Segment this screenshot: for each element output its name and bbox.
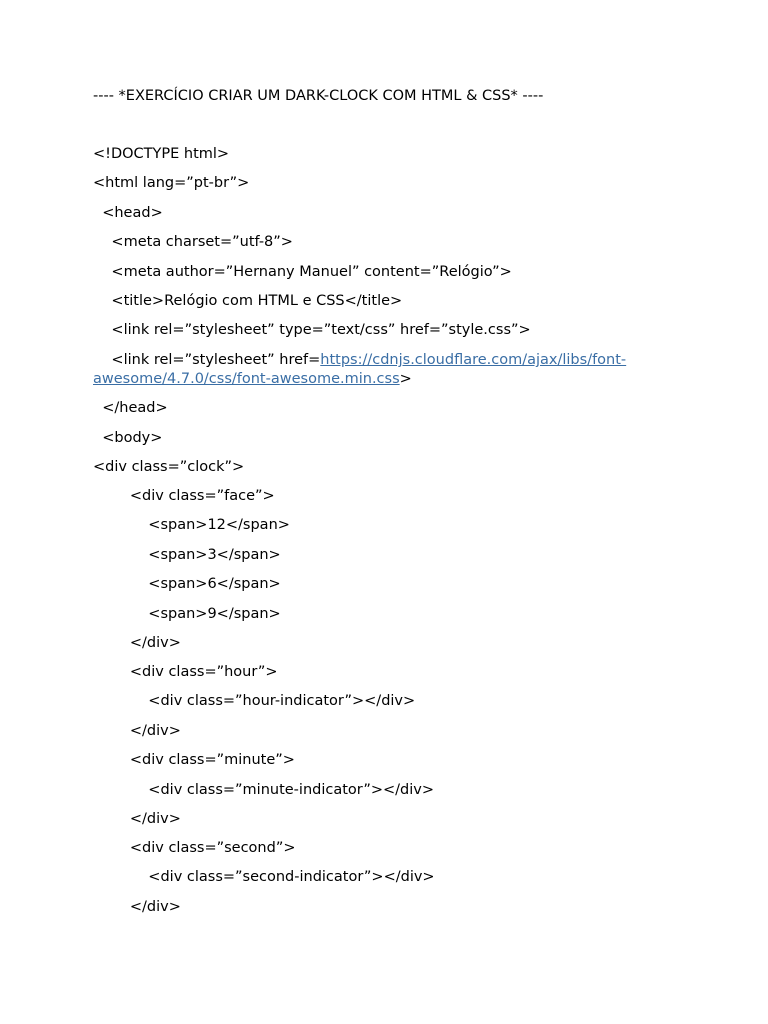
code-line-div-close-second: </div> xyxy=(93,899,181,915)
code-line-minute-indicator: <div class=”minute-indicator”></div> xyxy=(93,782,435,798)
link-line-suffix: > xyxy=(399,371,412,387)
link-line-prefix: <link rel=”stylesheet” href= xyxy=(93,352,321,368)
code-line-span-12: <span>12</span> xyxy=(93,517,290,533)
code-line-meta-charset: <meta charset=”utf-8”> xyxy=(93,234,293,250)
code-line-second-indicator: <div class=”second-indicator”></div> xyxy=(93,869,435,885)
code-line-body: <body> xyxy=(93,430,163,446)
code-line-div-face: <div class=”face”> xyxy=(93,488,275,504)
code-line-head: <head> xyxy=(93,205,163,221)
code-line-div-second: <div class=”second”> xyxy=(93,840,296,856)
code-line-hour-indicator: <div class=”hour-indicator”></div> xyxy=(93,693,416,709)
code-line-span-6: <span>6</span> xyxy=(93,576,281,592)
code-line-div-close-minute: </div> xyxy=(93,811,181,827)
code-line-html: <html lang=”pt-br”> xyxy=(93,175,250,191)
code-line-meta-author: <meta author=”Hernany Manuel” content=”Relógio”> xyxy=(93,264,512,280)
fontawesome-url-link[interactable]: https://cdnjs.cloudflare.com/ajax/libs/font- xyxy=(320,352,627,368)
code-line-doctype: <!DOCTYPE html> xyxy=(93,146,230,162)
code-line-span-3: <span>3</span> xyxy=(93,547,281,563)
code-line-div-close-face: </div> xyxy=(93,635,181,651)
code-line-title: <title>Relógio com HTML e CSS</title> xyxy=(93,293,403,309)
document-title: ---- *EXERCÍCIO CRIAR UM DARK-CLOCK COM HTML & CSS* ---- xyxy=(93,88,544,104)
code-line-div-hour: <div class=”hour”> xyxy=(93,664,278,680)
code-line-link-fontawesome xyxy=(93,351,693,389)
code-line-div-minute: <div class=”minute”> xyxy=(93,752,295,768)
code-line-link-style: <link rel=”stylesheet” type=”text/css” href=”style.css”> xyxy=(93,322,531,338)
fontawesome-url-link-continued[interactable]: awesome/4.7.0/css/font-awesome.min.css xyxy=(93,371,400,387)
code-line-head-close: </head> xyxy=(93,400,168,416)
code-line-div-clock: <div class=”clock”> xyxy=(93,459,245,475)
code-line-div-close-hour: </div> xyxy=(93,723,181,739)
code-line-span-9: <span>9</span> xyxy=(93,606,281,622)
